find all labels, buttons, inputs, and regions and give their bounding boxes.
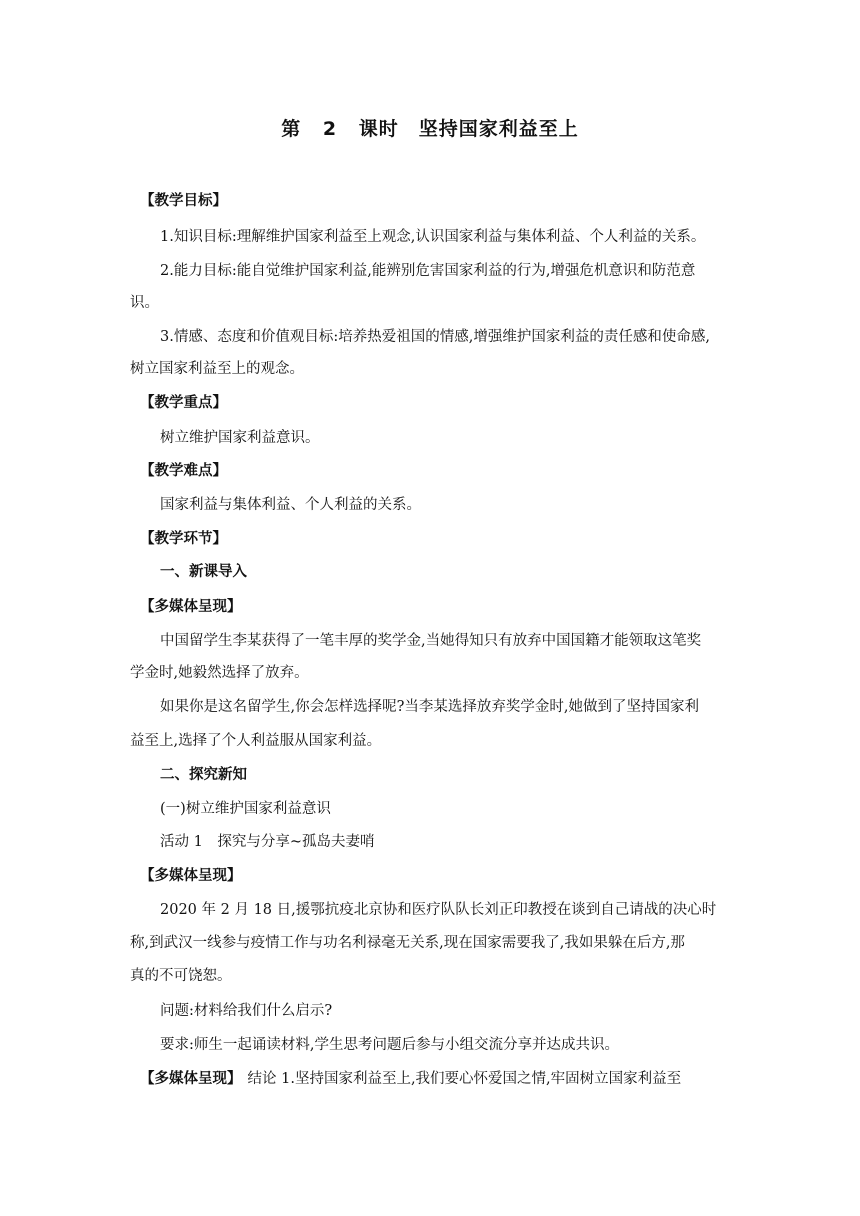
goal-ability-line1: 2.能力目标:能自觉维护国家利益,能辨别危害国家利益的行为,增强危机意识和防范意 [160,263,696,279]
goal-values-line2: 树立国家利益至上的观念。 [130,361,304,377]
intro-paragraph2-line2: 益至上,选择了个人利益服从国家利益。 [130,733,382,749]
heading-key-points: 【教学重点】 [140,395,227,411]
subsection-heading: (一)树立维护国家利益意识 [160,801,331,817]
conclusion-line [140,1069,681,1089]
difficulty-text: 国家利益与集体利益、个人利益的关系。 [160,497,421,513]
requirement-text: 要求:师生一起诵读材料,学生思考问题后参与小组交流分享并达成共识。 [160,1037,619,1053]
key-point-text: 树立维护国家利益意识。 [160,430,320,446]
page-title: 第 2 课时 坚持国家利益至上 [281,118,579,140]
intro-paragraph2-line1: 如果你是这名留学生,你会怎样选择呢?当李某选择放弃奖学金时,她做到了坚持国家利 [160,699,699,715]
activity-1-title: 活动 1 探究与分享~孤岛夫妻哨 [160,834,375,850]
intro-paragraph1-line1: 中国留学生李某获得了一笔丰厚的奖学金,当她得知只有放弃中国国籍才能领取这笔奖 [160,633,702,649]
heading-teaching-goals: 【教学目标】 [140,193,227,209]
section-explore-heading: 二、探究新知 [160,767,247,783]
goal-ability-line2: 识。 [130,295,159,311]
heading-multimedia-3: 【多媒体呈现】 [140,1071,242,1087]
case-line1: 2020 年 2 月 18 日,援鄂抗疫北京协和医疗队队长刘正印教授在谈到自己请战的决心时 [160,902,717,918]
intro-paragraph1-line2: 学金时,她毅然选择了放弃。 [130,665,309,681]
section-intro-heading: 一、新课导入 [160,564,247,580]
goal-knowledge: 1.知识目标:理解维护国家利益至上观念,认识国家利益与集体利益、个人利益的关系。 [160,229,706,245]
heading-teaching-process: 【教学环节】 [140,531,227,547]
conclusion-text: 结论 1.坚持国家利益至上,我们要心怀爱国之情,牢固树立国家利益至 [247,1071,682,1087]
heading-difficulties: 【教学难点】 [140,463,227,479]
goal-values-line1: 3.情感、态度和价值观目标:培养热爱祖国的情感,增强维护国家利益的责任感和使命感, [160,329,710,345]
heading-multimedia-1: 【多媒体呈现】 [140,599,242,615]
case-line2: 称,到武汉一线参与疫情工作与功名利禄毫无关系,现在国家需要我了,我如果躲在后方,那 [130,935,685,951]
heading-multimedia-2: 【多媒体呈现】 [140,868,242,884]
case-line3: 真的不可饶恕。 [130,968,232,984]
question-text: 问题:材料给我们什么启示? [160,1003,333,1019]
